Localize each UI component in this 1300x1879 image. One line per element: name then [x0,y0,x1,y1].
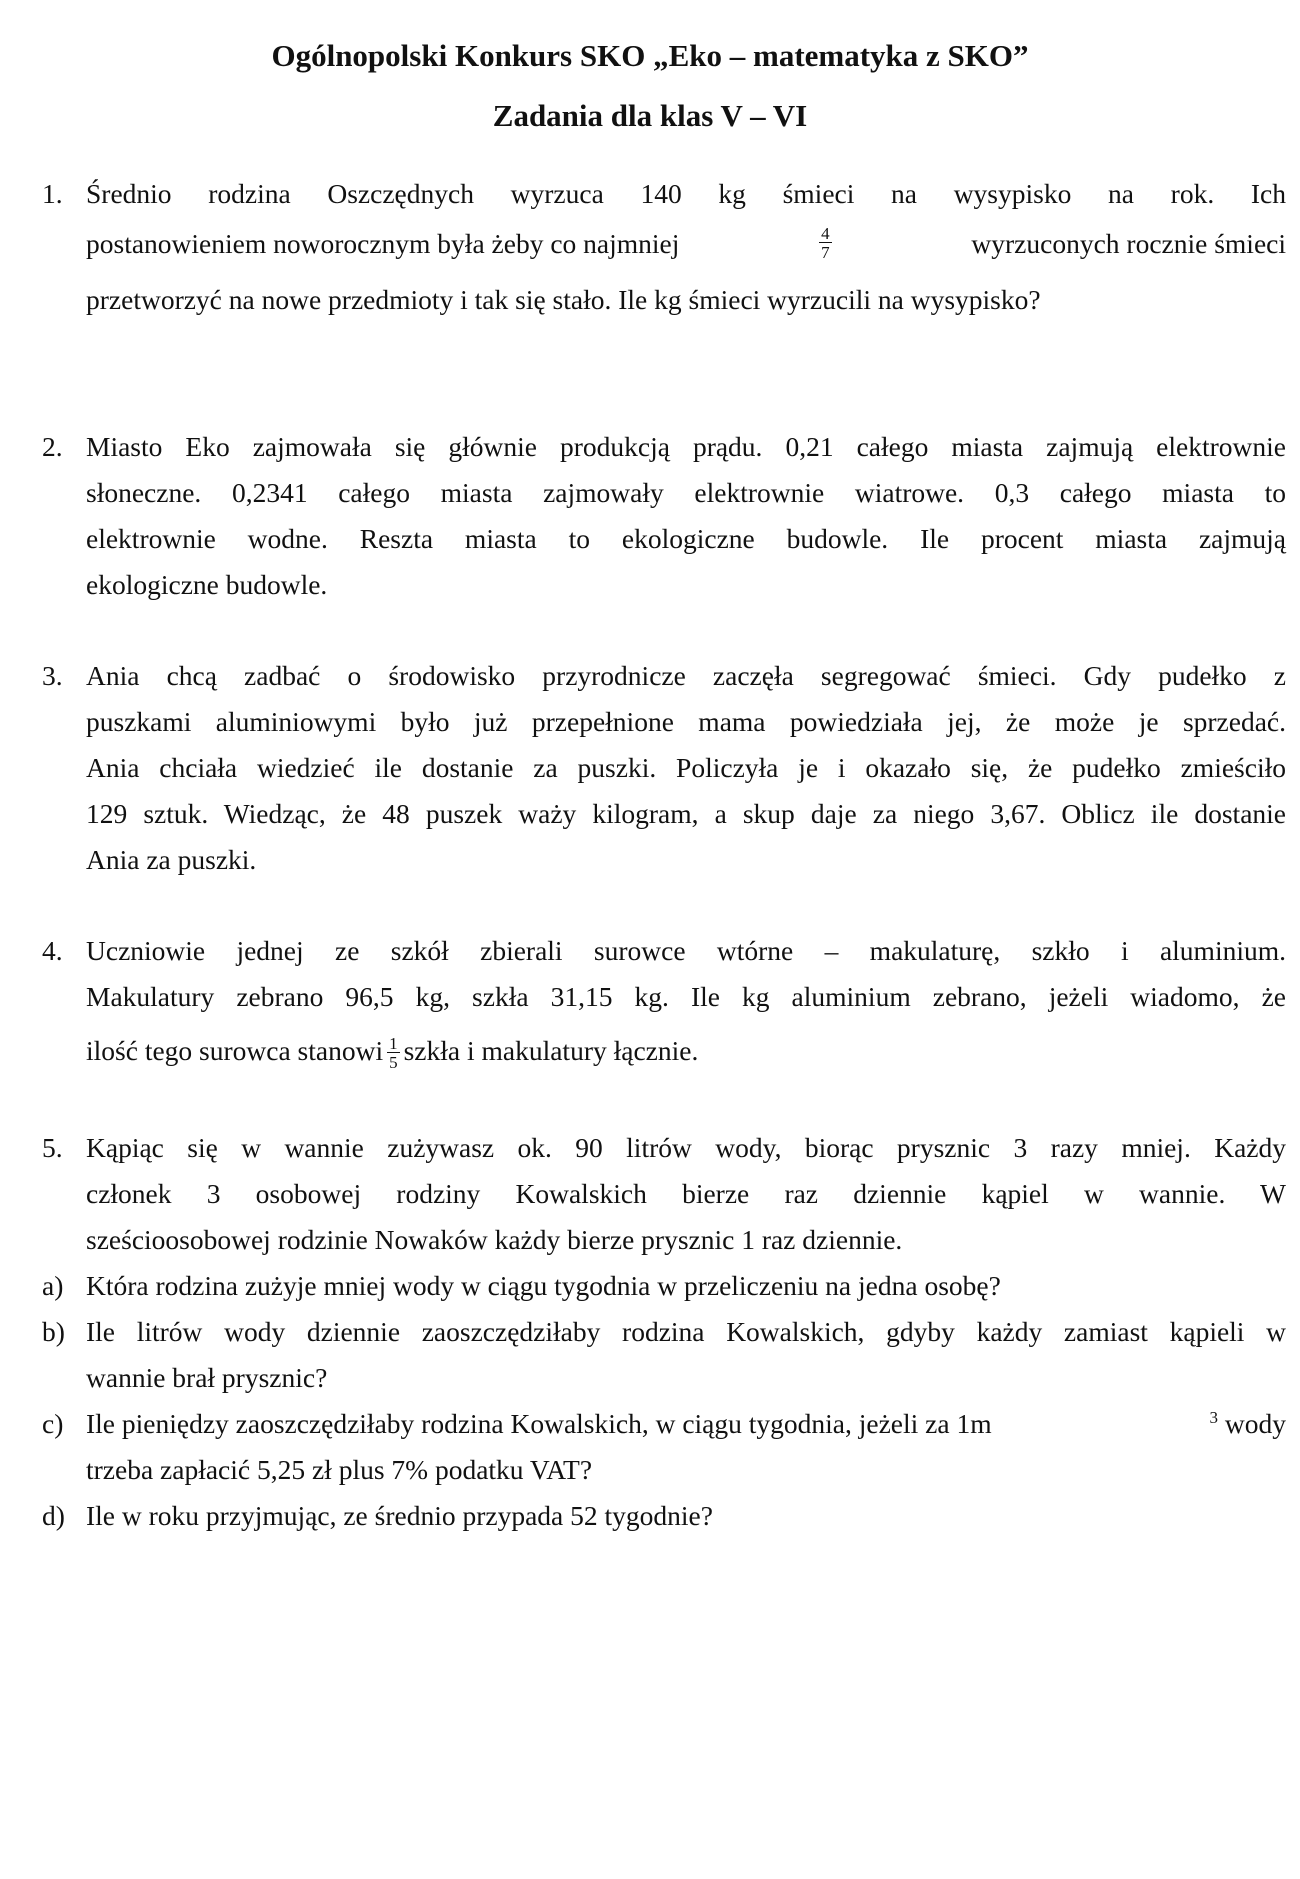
document-subtitle: Zadania dla klas V – VI [492,98,808,133]
task-text-line: Uczniowie jednej ze szkół zbierali surowce wtórne – makulaturę, szkło i aluminium. [86,935,1286,966]
task-text-line: członek 3 osobowej rodziny Kowalskich bierze raz dziennie kąpiel w wannie. W [86,1178,1286,1209]
task-text-line: przetworzyć na nowe przedmioty i tak się stało. Ile kg śmieci wyrzucili na wysypisko? [86,284,1041,315]
subtask-label: d) [42,1500,65,1531]
subtask-label: a) [42,1270,64,1301]
task-text-line: ekologiczne budowle. [86,569,328,600]
task-text-line: puszkami aluminiowymi było już przepełnione mama powiedziała jej, że może je sprzedać. [86,706,1286,737]
task-text-line: Ania chcą zadbać o środowisko przyrodnicze zaczęła segregować śmieci. Gdy pudełko z [86,660,1286,691]
task-number: 1. [42,178,63,209]
task-number: 4. [42,935,63,966]
task-text-line: Ania za puszki. [86,844,257,875]
subtask-text-tail [1210,1405,1287,1443]
task-text-line: Kąpiąc się w wannie zużywasz ok. 90 litrów wody, biorąc prysznic 3 razy mniej. Każdy [86,1132,1286,1163]
task-text-line: 129 sztuk. Wiedząc, że 48 puszek waży kilogram, a skup daje za niego 3,67. Oblicz ile dostanie [86,798,1286,829]
subtask-text: Ile w roku przyjmując, ze średnio przypada 52 tygodnie? [86,1500,713,1531]
task-text-line [86,1032,1286,1070]
task-number: 3. [42,660,63,691]
subtask-label: b) [42,1316,65,1347]
document-title: Ogólnopolski Konkurs SKO „Eko – matematyka z SKO” [271,38,1029,73]
subtask-text: Która rodzina zużyje mniej wody w ciągu tygodnia w przeliczeniu na jedna osobę? [86,1270,1001,1301]
fraction [819,226,832,260]
task-text-segment: ilość tego surowca stanowi [86,1035,384,1066]
task-text-line: elektrownie wodne. Reszta miasta to ekologiczne budowle. Ile procent miasta zajmują [86,523,1286,554]
task-text-segment: postanowieniem noworocznym była żeby co najmniej [86,228,680,259]
fraction-denominator: 7 [821,243,830,262]
subtask-text: Ile litrów wody dziennie zaoszczędziłaby rodzina Kowalskich, gdyby każdy zamiast kąpieli w [86,1316,1286,1347]
task-text-line: Miasto Eko zajmowała się głównie produkcją prądu. 0,21 całego miasta zajmują elektrownie [86,431,1286,462]
subtask-text-segment: Ile pieniędzy zaoszczędziłaby rodzina Kowalskich, w ciągu tygodnia, jeżeli za 1m [86,1408,992,1439]
fraction-numerator: 1 [389,1033,398,1053]
subtask-text: wannie brał prysznic? [86,1362,328,1393]
task-text-line: Średnio rodzina Oszczędnych wyrzuca 140 kg śmieci na wysypisko na rok. Ich [86,178,1286,209]
task-text-line: słoneczne. 0,2341 całego miasta zajmowały elektrownie wiatrowe. 0,3 całego miasta to [86,477,1286,508]
fraction-numerator: 4 [821,224,830,243]
subtask-text-segment: wody [1218,1408,1286,1439]
task-text-segment: szkła i makulatury łącznie. [403,1035,699,1066]
task-text-line [86,225,1286,263]
task-number: 5. [42,1132,63,1163]
superscript: 3 [1209,1407,1218,1427]
task-text-line: sześcioosobowej rodzinie Nowaków każdy bierze prysznic 1 raz dziennie. [86,1224,903,1255]
task-text-line: Ania chciała wiedzieć ile dostanie za puszki. Policzyła je i okazało się, że pudełko zmieściło [86,752,1286,783]
task-text-line: Makulatury zebrano 96,5 kg, szkła 31,15 kg. Ile kg aluminium zebrano, jeżeli wiadomo, że [86,981,1286,1012]
fraction-denominator: 5 [389,1052,398,1072]
task-text-segment: wyrzuconych rocznie śmieci [971,228,1286,259]
task-number: 2. [42,431,63,462]
subtask-text: trzeba zapłacić 5,25 zł plus 7% podatku VAT? [86,1454,593,1485]
subtask-label: c) [42,1408,64,1439]
subtask-text [86,1405,1286,1443]
fraction [387,1033,400,1072]
